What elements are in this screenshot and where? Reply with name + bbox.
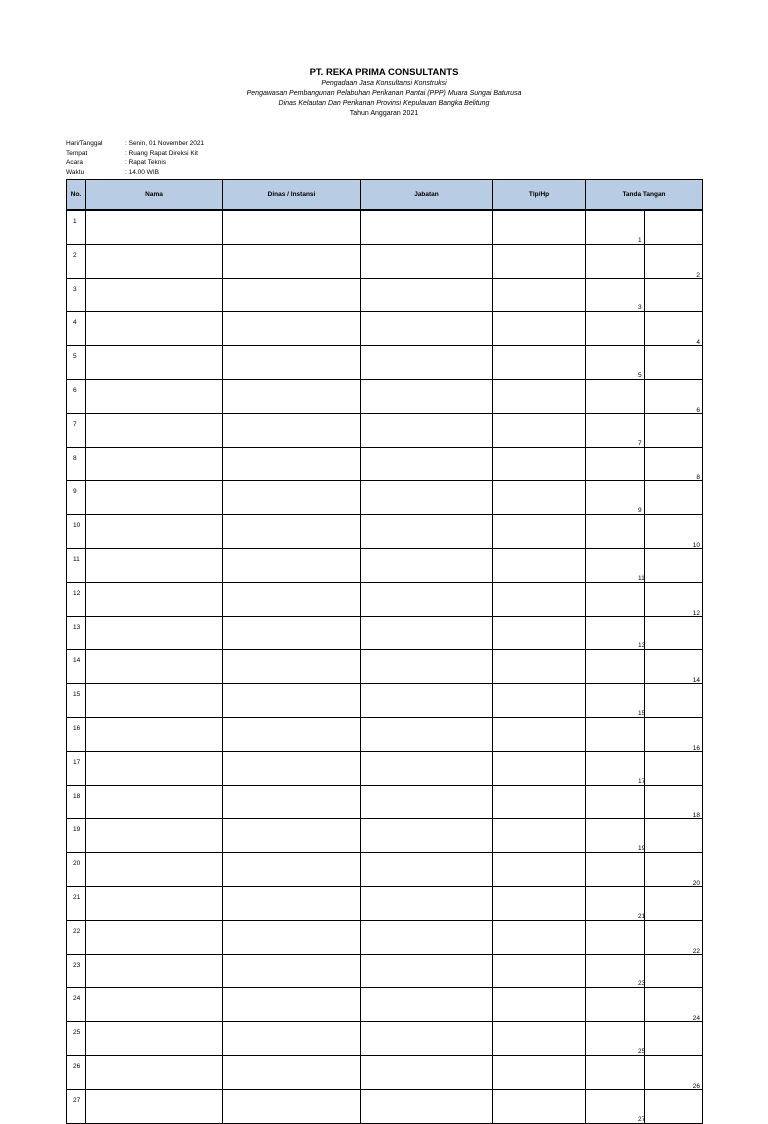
row-number: 13: [67, 616, 86, 650]
table-row: [67, 346, 703, 380]
row-number: 20: [67, 853, 86, 887]
name-cell[interactable]: [86, 515, 223, 549]
signature-number: 25: [638, 1047, 646, 1055]
position-cell[interactable]: [361, 1089, 493, 1123]
table-row: [67, 413, 703, 447]
agency-cell[interactable]: [223, 886, 361, 920]
phone-cell[interactable]: [493, 379, 586, 413]
column-header-no: No.: [67, 180, 86, 211]
signature-cell[interactable]: [586, 582, 703, 616]
row-number: 17: [67, 751, 86, 785]
table-row: [67, 481, 703, 515]
signature-cell[interactable]: [586, 548, 703, 582]
agency-cell[interactable]: [223, 819, 361, 853]
table-body: [67, 210, 703, 1123]
agency-cell[interactable]: [223, 582, 361, 616]
subtitle-project: Pengawasan Pembangunan Pelabuhan Perikanan Pantai (PPP) Muara Sungai Baturusa: [246, 90, 522, 97]
row-number: 24: [67, 988, 86, 1022]
signature-number: 19: [638, 845, 646, 853]
position-cell[interactable]: [361, 853, 493, 887]
signature-divider: [644, 380, 645, 413]
row-number: 27: [67, 1089, 86, 1123]
signature-number: 7: [638, 439, 642, 447]
name-cell[interactable]: [86, 1022, 223, 1056]
signature-cell[interactable]: [586, 1055, 703, 1089]
signature-number: 6: [696, 406, 700, 414]
table-row: [67, 447, 703, 481]
position-cell[interactable]: [361, 988, 493, 1022]
phone-cell[interactable]: [493, 481, 586, 515]
name-cell[interactable]: [86, 210, 223, 244]
position-cell[interactable]: [361, 717, 493, 751]
table-row: [67, 244, 703, 278]
name-cell[interactable]: [86, 312, 223, 346]
info-row-time: [66, 168, 204, 178]
signature-number: 16: [692, 744, 700, 752]
signature-cell[interactable]: [586, 616, 703, 650]
signature-number: 9: [638, 507, 642, 515]
signature-divider: [644, 583, 645, 616]
signature-divider: [644, 346, 645, 379]
signature-divider: [644, 414, 645, 447]
attendance-table: [66, 179, 703, 1124]
company-name: PT. REKA PRIMA CONSULTANTS: [309, 67, 459, 78]
row-number: 16: [67, 717, 86, 751]
signature-number: 17: [638, 777, 646, 785]
signature-cell[interactable]: [586, 1022, 703, 1056]
name-cell[interactable]: [86, 954, 223, 988]
agency-cell[interactable]: [223, 1089, 361, 1123]
table-row: [67, 379, 703, 413]
row-number: 21: [67, 886, 86, 920]
signature-number: 1: [638, 236, 642, 244]
signature-number: 4: [696, 339, 700, 347]
info-row-date: [66, 139, 204, 149]
name-cell[interactable]: [86, 684, 223, 718]
table-row: [67, 886, 703, 920]
row-number: 8: [67, 447, 86, 481]
phone-cell[interactable]: [493, 278, 586, 312]
table-row: [67, 312, 703, 346]
signature-divider: [644, 718, 645, 751]
phone-cell[interactable]: [493, 853, 586, 887]
row-number: 18: [67, 785, 86, 819]
phone-cell[interactable]: [493, 413, 586, 447]
position-cell[interactable]: [361, 920, 493, 954]
signature-cell[interactable]: [586, 819, 703, 853]
name-cell[interactable]: [86, 1055, 223, 1089]
signature-divider: [644, 786, 645, 819]
name-cell[interactable]: [86, 278, 223, 312]
signature-cell[interactable]: [586, 886, 703, 920]
agency-cell[interactable]: [223, 853, 361, 887]
signature-cell[interactable]: [586, 684, 703, 718]
signature-number: 22: [692, 947, 700, 955]
phone-cell[interactable]: [493, 515, 586, 549]
column-header-signature: Tanda Tangan: [586, 180, 703, 211]
table-row: [67, 1089, 703, 1123]
row-number: 4: [67, 312, 86, 346]
signature-number: 15: [638, 709, 646, 717]
table-row: [67, 210, 703, 244]
signature-cell[interactable]: [586, 278, 703, 312]
signature-divider: [644, 515, 645, 548]
info-label: Hari/Tanggal: [66, 140, 103, 147]
table-row: [67, 785, 703, 819]
row-number: 25: [67, 1022, 86, 1056]
position-cell[interactable]: [361, 751, 493, 785]
signature-cell[interactable]: [586, 210, 703, 244]
signature-number: 26: [692, 1082, 700, 1090]
position-cell[interactable]: [361, 954, 493, 988]
position-cell[interactable]: [361, 1022, 493, 1056]
phone-cell[interactable]: [493, 684, 586, 718]
table-row: [67, 717, 703, 751]
signature-number: 24: [692, 1015, 700, 1023]
signature-divider: [644, 279, 645, 312]
meeting-info: [66, 139, 204, 177]
info-label: Tempat: [66, 149, 88, 157]
name-cell[interactable]: [86, 616, 223, 650]
position-cell[interactable]: [361, 819, 493, 853]
signature-cell[interactable]: [586, 751, 703, 785]
signature-number: 18: [692, 812, 700, 820]
signature-divider: [644, 245, 645, 278]
agency-cell[interactable]: [223, 1055, 361, 1089]
signature-number: 3: [638, 304, 642, 312]
agency-cell[interactable]: [223, 717, 361, 751]
signature-number: 20: [692, 879, 700, 887]
table-row: [67, 1022, 703, 1056]
position-cell[interactable]: [361, 515, 493, 549]
name-cell[interactable]: [86, 481, 223, 515]
column-header-name: Nama: [86, 180, 223, 211]
phone-cell[interactable]: [493, 447, 586, 481]
agency-cell[interactable]: [223, 650, 361, 684]
agency-cell[interactable]: [223, 785, 361, 819]
position-cell[interactable]: [361, 684, 493, 718]
agency-cell[interactable]: [223, 548, 361, 582]
agency-cell[interactable]: [223, 244, 361, 278]
signature-divider: [644, 650, 645, 683]
row-number: 14: [67, 650, 86, 684]
signature-divider: [644, 921, 645, 954]
document-header: [0, 66, 768, 119]
phone-cell[interactable]: [493, 312, 586, 346]
phone-cell[interactable]: [493, 1055, 586, 1089]
position-cell[interactable]: [361, 312, 493, 346]
signature-number: 12: [692, 609, 700, 617]
position-cell[interactable]: [361, 650, 493, 684]
agency-cell[interactable]: [223, 481, 361, 515]
row-number: 1: [67, 210, 86, 244]
info-row-place: [66, 149, 204, 159]
row-number: 23: [67, 954, 86, 988]
name-cell[interactable]: [86, 717, 223, 751]
info-value: : Rapat Teknis: [125, 159, 167, 166]
info-value: : Senin, 01 November 2021: [125, 140, 205, 147]
table-row: [67, 853, 703, 887]
signature-number: 10: [692, 541, 700, 549]
position-cell[interactable]: [361, 346, 493, 380]
signature-number: 5: [638, 371, 642, 379]
phone-cell[interactable]: [493, 1089, 586, 1123]
table-row: [67, 616, 703, 650]
signature-number: 2: [696, 271, 700, 279]
phone-cell[interactable]: [493, 954, 586, 988]
row-number: 12: [67, 582, 86, 616]
signature-number: 21: [638, 912, 646, 920]
table-row: [67, 988, 703, 1022]
table-row: [67, 582, 703, 616]
subtitle-agency: Dinas Kelautan Dan Perikanan Provinsi Kepulauan Bangka Belitung: [278, 100, 490, 107]
signature-cell[interactable]: [586, 379, 703, 413]
row-number: 15: [67, 684, 86, 718]
name-cell[interactable]: [86, 379, 223, 413]
table-row: [67, 954, 703, 988]
subtitle-procurement: Pengadaan Jasa Konsultansi Konstruksi: [321, 80, 447, 87]
phone-cell[interactable]: [493, 1022, 586, 1056]
signature-cell[interactable]: [586, 244, 703, 278]
table-row: [67, 278, 703, 312]
subtitle-fiscal-year: Tahun Anggaran 2021: [349, 110, 419, 117]
position-cell[interactable]: [361, 582, 493, 616]
row-number: 11: [67, 548, 86, 582]
agency-cell[interactable]: [223, 954, 361, 988]
signature-cell[interactable]: [586, 515, 703, 549]
signature-number: 8: [696, 474, 700, 482]
agency-cell[interactable]: [223, 1022, 361, 1056]
name-cell[interactable]: [86, 853, 223, 887]
signature-divider: [644, 312, 645, 345]
position-cell[interactable]: [361, 785, 493, 819]
signature-number: 23: [638, 980, 646, 988]
signature-cell[interactable]: [586, 920, 703, 954]
signature-cell[interactable]: [586, 413, 703, 447]
table-header-row: [67, 180, 703, 211]
column-header-phone: Tlp/Hp: [493, 180, 586, 211]
agency-cell[interactable]: [223, 346, 361, 380]
name-cell[interactable]: [86, 988, 223, 1022]
position-cell[interactable]: [361, 244, 493, 278]
position-cell[interactable]: [361, 210, 493, 244]
position-cell[interactable]: [361, 447, 493, 481]
signature-cell[interactable]: [586, 481, 703, 515]
name-cell[interactable]: [86, 751, 223, 785]
agency-cell[interactable]: [223, 413, 361, 447]
info-label: Waktu: [66, 168, 85, 176]
signature-number: 11: [638, 574, 645, 582]
phone-cell[interactable]: [493, 346, 586, 380]
signature-cell[interactable]: [586, 785, 703, 819]
agency-cell[interactable]: [223, 210, 361, 244]
signature-divider: [644, 1056, 645, 1089]
table-row: [67, 1055, 703, 1089]
row-number: 7: [67, 413, 86, 447]
row-number: 3: [67, 278, 86, 312]
signature-cell[interactable]: [586, 1089, 703, 1123]
info-label: Acara: [66, 159, 83, 166]
table-row: [67, 751, 703, 785]
row-number: 10: [67, 515, 86, 549]
position-cell[interactable]: [361, 616, 493, 650]
agency-cell[interactable]: [223, 278, 361, 312]
agency-cell[interactable]: [223, 379, 361, 413]
phone-cell[interactable]: [493, 819, 586, 853]
signature-cell[interactable]: [586, 954, 703, 988]
signature-divider: [644, 481, 645, 514]
phone-cell[interactable]: [493, 548, 586, 582]
info-value: : Ruang Rapat Direksi Kit: [125, 149, 198, 157]
signature-cell[interactable]: [586, 988, 703, 1022]
signature-divider: [644, 448, 645, 481]
phone-cell[interactable]: [493, 244, 586, 278]
name-cell[interactable]: [86, 1089, 223, 1123]
agency-cell[interactable]: [223, 920, 361, 954]
name-cell[interactable]: [86, 650, 223, 684]
phone-cell[interactable]: [493, 582, 586, 616]
phone-cell[interactable]: [493, 751, 586, 785]
phone-cell[interactable]: [493, 717, 586, 751]
phone-cell[interactable]: [493, 616, 586, 650]
position-cell[interactable]: [361, 278, 493, 312]
position-cell[interactable]: [361, 886, 493, 920]
phone-cell[interactable]: [493, 210, 586, 244]
signature-cell[interactable]: [586, 853, 703, 887]
table-row: [67, 548, 703, 582]
row-number: 5: [67, 346, 86, 380]
signature-number: 13: [638, 642, 646, 650]
column-header-agency: Dinas / Instansi: [223, 180, 361, 211]
signature-cell[interactable]: [586, 312, 703, 346]
agency-cell[interactable]: [223, 447, 361, 481]
name-cell[interactable]: [86, 886, 223, 920]
row-number: 19: [67, 819, 86, 853]
agency-cell[interactable]: [223, 616, 361, 650]
name-cell[interactable]: [86, 346, 223, 380]
signature-cell[interactable]: [586, 717, 703, 751]
agency-cell[interactable]: [223, 312, 361, 346]
position-cell[interactable]: [361, 379, 493, 413]
phone-cell[interactable]: [493, 988, 586, 1022]
name-cell[interactable]: [86, 413, 223, 447]
name-cell[interactable]: [86, 447, 223, 481]
name-cell[interactable]: [86, 920, 223, 954]
agency-cell[interactable]: [223, 751, 361, 785]
row-number: 22: [67, 920, 86, 954]
agency-cell[interactable]: [223, 515, 361, 549]
phone-cell[interactable]: [493, 920, 586, 954]
name-cell[interactable]: [86, 819, 223, 853]
row-number: 6: [67, 379, 86, 413]
position-cell[interactable]: [361, 413, 493, 447]
table-row: [67, 684, 703, 718]
signature-cell[interactable]: [586, 650, 703, 684]
phone-cell[interactable]: [493, 886, 586, 920]
table-row: [67, 920, 703, 954]
phone-cell[interactable]: [493, 785, 586, 819]
row-number: 26: [67, 1055, 86, 1089]
table-row: [67, 515, 703, 549]
agency-cell[interactable]: [223, 988, 361, 1022]
agency-cell[interactable]: [223, 684, 361, 718]
position-cell[interactable]: [361, 1055, 493, 1089]
name-cell[interactable]: [86, 548, 223, 582]
signature-cell[interactable]: [586, 346, 703, 380]
signature-number: 14: [692, 677, 700, 685]
signature-divider: [644, 853, 645, 886]
position-cell[interactable]: [361, 548, 493, 582]
phone-cell[interactable]: [493, 650, 586, 684]
signature-divider: [644, 988, 645, 1021]
row-number: 2: [67, 244, 86, 278]
position-cell[interactable]: [361, 481, 493, 515]
signature-cell[interactable]: [586, 447, 703, 481]
name-cell[interactable]: [86, 582, 223, 616]
name-cell[interactable]: [86, 244, 223, 278]
info-row-event: [66, 158, 204, 168]
name-cell[interactable]: [86, 785, 223, 819]
info-value: : 14.00 WIB: [125, 168, 159, 176]
signature-number: 27: [638, 1115, 646, 1123]
table-row: [67, 819, 703, 853]
row-number: 9: [67, 481, 86, 515]
column-header-position: Jabatan: [361, 180, 493, 211]
signature-divider: [644, 211, 645, 244]
table-row: [67, 650, 703, 684]
